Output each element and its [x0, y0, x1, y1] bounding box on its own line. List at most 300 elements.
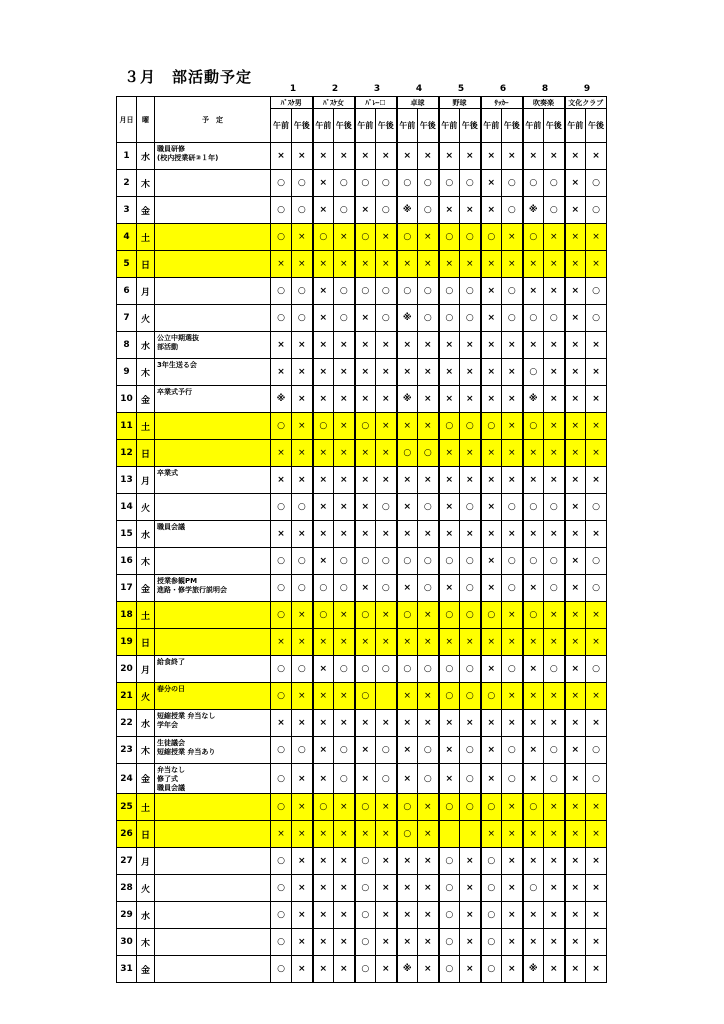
header-am: 午前 [439, 109, 460, 143]
weekday: 水 [137, 521, 155, 548]
status-mark: × [292, 875, 313, 902]
status-mark: ○ [481, 929, 502, 956]
header-club: 文化クラブ [565, 97, 607, 109]
status-mark: ○ [502, 737, 523, 764]
status-mark: × [481, 251, 502, 278]
header-am: 午前 [397, 109, 418, 143]
status-mark: ○ [544, 170, 565, 197]
table-row [117, 494, 607, 521]
status-mark: ○ [481, 413, 502, 440]
status-mark: × [523, 143, 544, 170]
status-mark: × [355, 737, 376, 764]
status-mark: × [313, 548, 334, 575]
status-mark: × [565, 170, 586, 197]
weekday: 木 [137, 359, 155, 386]
weekday: 土 [137, 602, 155, 629]
status-mark: × [586, 683, 607, 710]
status-mark: ○ [334, 656, 355, 683]
plan-cell [155, 956, 271, 983]
header-pm: 午後 [376, 109, 397, 143]
status-mark: × [292, 710, 313, 737]
status-mark: × [460, 251, 481, 278]
status-mark: ○ [418, 656, 439, 683]
status-mark: ○ [292, 278, 313, 305]
status-mark: × [565, 956, 586, 983]
status-mark: × [292, 467, 313, 494]
plan-cell [155, 764, 271, 794]
status-mark: ○ [544, 656, 565, 683]
table-row [117, 251, 607, 278]
status-mark: ○ [271, 278, 292, 305]
status-mark: × [502, 521, 523, 548]
status-mark: × [565, 764, 586, 794]
weekday: 日 [137, 629, 155, 656]
status-mark: × [544, 902, 565, 929]
weekday: 日 [137, 251, 155, 278]
status-mark: × [586, 143, 607, 170]
status-mark: × [376, 251, 397, 278]
header-am: 午前 [355, 109, 376, 143]
status-mark: ○ [271, 656, 292, 683]
status-mark: × [523, 467, 544, 494]
status-mark: × [376, 821, 397, 848]
status-mark: × [439, 764, 460, 794]
status-mark: × [502, 251, 523, 278]
header-plan: 予 定 [155, 97, 271, 143]
status-mark: ○ [313, 413, 334, 440]
status-mark: ○ [502, 575, 523, 602]
status-mark: × [481, 467, 502, 494]
status-mark: ○ [418, 305, 439, 332]
status-mark: × [460, 848, 481, 875]
status-mark: × [397, 251, 418, 278]
plan-line: 弁当なし [157, 766, 185, 774]
day-number: 2 [117, 170, 137, 197]
status-mark: ○ [271, 575, 292, 602]
status-mark: × [292, 251, 313, 278]
status-mark: ○ [460, 305, 481, 332]
status-mark: × [355, 521, 376, 548]
weekday: 火 [137, 305, 155, 332]
status-mark: ○ [418, 494, 439, 521]
status-mark: ○ [439, 956, 460, 983]
status-mark: × [481, 386, 502, 413]
status-mark: × [376, 602, 397, 629]
club-number: 2 [331, 84, 339, 94]
status-mark: × [313, 521, 334, 548]
status-mark: × [418, 848, 439, 875]
status-mark: ○ [544, 548, 565, 575]
status-mark: × [376, 413, 397, 440]
table-row [117, 602, 607, 629]
status-mark: × [397, 848, 418, 875]
status-mark: × [460, 359, 481, 386]
day-number: 20 [117, 656, 137, 683]
plan-line: 卒業式 [157, 469, 178, 477]
status-mark: ○ [271, 494, 292, 521]
status-mark: × [460, 197, 481, 224]
status-mark: ○ [271, 737, 292, 764]
status-mark: × [313, 494, 334, 521]
status-mark: × [565, 575, 586, 602]
status-mark: ○ [439, 548, 460, 575]
plan-cell [155, 521, 271, 548]
plan-cell [155, 440, 271, 467]
status-mark: × [376, 875, 397, 902]
status-mark: ○ [271, 305, 292, 332]
status-mark: ○ [523, 602, 544, 629]
status-mark: × [313, 929, 334, 956]
table-row [117, 737, 607, 764]
status-mark: × [439, 629, 460, 656]
status-mark: × [292, 848, 313, 875]
status-mark: × [313, 143, 334, 170]
status-mark: ○ [439, 224, 460, 251]
status-mark: × [376, 956, 397, 983]
status-mark: ○ [355, 170, 376, 197]
status-mark: × [586, 848, 607, 875]
status-mark: ○ [460, 494, 481, 521]
table-row [117, 710, 607, 737]
weekday: 水 [137, 710, 155, 737]
status-mark: × [334, 848, 355, 875]
status-mark: × [565, 467, 586, 494]
status-mark: × [565, 875, 586, 902]
status-mark: × [313, 875, 334, 902]
status-mark: × [502, 821, 523, 848]
status-mark: × [523, 764, 544, 794]
plan-cell [155, 737, 271, 764]
status-mark: ○ [355, 875, 376, 902]
plan-cell [155, 359, 271, 386]
status-mark: × [397, 494, 418, 521]
table-row [117, 305, 607, 332]
status-mark: ○ [460, 794, 481, 821]
status-mark: ○ [544, 575, 565, 602]
status-mark: ○ [334, 197, 355, 224]
status-mark: × [544, 278, 565, 305]
status-mark: ○ [271, 848, 292, 875]
status-mark: × [334, 332, 355, 359]
status-mark: ○ [502, 305, 523, 332]
status-mark: ○ [586, 494, 607, 521]
status-mark: × [523, 278, 544, 305]
status-mark: ○ [355, 224, 376, 251]
status-mark: × [565, 629, 586, 656]
plan-cell [155, 197, 271, 224]
club-number: 9 [583, 84, 591, 94]
status-mark: × [376, 794, 397, 821]
table-row [117, 575, 607, 602]
plan-line: 公立中期選抜 [157, 334, 199, 342]
status-mark: × [586, 440, 607, 467]
status-mark: × [460, 143, 481, 170]
status-mark: × [502, 794, 523, 821]
plan-cell [155, 224, 271, 251]
plan-line: 修了式 [157, 775, 178, 783]
status-mark: × [523, 737, 544, 764]
status-mark: ○ [544, 494, 565, 521]
status-mark: ○ [439, 848, 460, 875]
plan-line: 進路・修学旅行説明会 [157, 586, 227, 594]
club-number: 3 [373, 84, 381, 94]
status-mark: ○ [523, 875, 544, 902]
status-mark: ○ [460, 548, 481, 575]
weekday: 土 [137, 224, 155, 251]
club-number: 5 [457, 84, 465, 94]
status-mark: × [523, 656, 544, 683]
status-mark: ○ [586, 656, 607, 683]
status-mark: ○ [418, 440, 439, 467]
status-mark: × [418, 224, 439, 251]
header-pm: 午後 [334, 109, 355, 143]
status-mark: × [565, 494, 586, 521]
status-mark: × [586, 821, 607, 848]
status-mark: ○ [523, 548, 544, 575]
status-mark: × [481, 737, 502, 764]
table-row [117, 278, 607, 305]
status-mark: × [586, 359, 607, 386]
day-number: 12 [117, 440, 137, 467]
status-mark: ○ [292, 575, 313, 602]
plan-line: 3年生送る会 [157, 361, 197, 369]
status-mark: × [418, 929, 439, 956]
weekday: 月 [137, 656, 155, 683]
status-mark: × [565, 929, 586, 956]
table-row [117, 629, 607, 656]
status-mark: × [586, 875, 607, 902]
status-mark: × [418, 332, 439, 359]
status-mark: × [292, 929, 313, 956]
status-mark: ○ [544, 305, 565, 332]
status-mark: × [355, 467, 376, 494]
status-mark: × [355, 821, 376, 848]
status-mark: × [376, 521, 397, 548]
status-mark: × [334, 710, 355, 737]
header-club: ﾊﾞｽｹ女 [313, 97, 355, 109]
day-number: 21 [117, 683, 137, 710]
plan-cell [155, 170, 271, 197]
status-mark: × [439, 197, 460, 224]
table-row [117, 902, 607, 929]
status-mark: × [418, 710, 439, 737]
status-mark: ○ [334, 737, 355, 764]
header-am: 午前 [313, 109, 334, 143]
plan-cell [155, 629, 271, 656]
plan-cell [155, 467, 271, 494]
status-mark: × [523, 629, 544, 656]
status-mark: × [565, 821, 586, 848]
plan-cell [155, 278, 271, 305]
status-mark: × [376, 386, 397, 413]
status-mark: × [355, 386, 376, 413]
status-mark: × [355, 710, 376, 737]
status-mark: ○ [481, 956, 502, 983]
status-mark: × [355, 251, 376, 278]
status-mark: × [460, 467, 481, 494]
club-number: 4 [415, 84, 423, 94]
status-mark: × [523, 902, 544, 929]
status-mark: × [439, 440, 460, 467]
header-am: 午前 [565, 109, 586, 143]
plan-line: 短縮授業 弁当なし [157, 712, 216, 720]
weekday: 火 [137, 683, 155, 710]
day-number: 23 [117, 737, 137, 764]
status-mark: ○ [460, 764, 481, 794]
status-mark: × [544, 143, 565, 170]
status-mark: ○ [271, 170, 292, 197]
status-mark: × [418, 875, 439, 902]
plan-cell [155, 575, 271, 602]
status-mark: × [544, 251, 565, 278]
status-mark: × [544, 467, 565, 494]
header-club: ｻｯｶｰ [481, 97, 523, 109]
status-mark: × [397, 683, 418, 710]
status-mark: ※ [397, 386, 418, 413]
status-mark: ○ [271, 875, 292, 902]
status-mark: × [334, 143, 355, 170]
status-mark: ○ [418, 575, 439, 602]
status-mark: × [502, 956, 523, 983]
status-mark: ○ [271, 929, 292, 956]
status-mark: × [313, 737, 334, 764]
status-mark: ○ [481, 794, 502, 821]
status-mark: × [271, 332, 292, 359]
status-mark: ※ [271, 386, 292, 413]
status-mark: × [586, 386, 607, 413]
status-mark: ○ [292, 656, 313, 683]
status-mark: ○ [313, 224, 334, 251]
status-mark: × [418, 521, 439, 548]
status-mark: × [418, 821, 439, 848]
table-row [117, 413, 607, 440]
status-mark: ○ [397, 224, 418, 251]
status-mark: × [418, 794, 439, 821]
status-mark: ○ [376, 197, 397, 224]
status-mark: ○ [334, 764, 355, 794]
status-mark: × [460, 440, 481, 467]
status-mark: × [271, 521, 292, 548]
status-mark: × [502, 386, 523, 413]
status-mark: ○ [502, 548, 523, 575]
status-mark: × [544, 629, 565, 656]
status-mark: × [481, 821, 502, 848]
status-mark: × [523, 683, 544, 710]
status-mark: ○ [334, 548, 355, 575]
status-mark: × [439, 386, 460, 413]
status-mark: × [355, 305, 376, 332]
plan-cell [155, 794, 271, 821]
status-mark: × [439, 710, 460, 737]
page-title: ３月 部活動予定 [124, 68, 253, 86]
weekday: 木 [137, 548, 155, 575]
plan-cell [155, 683, 271, 710]
status-mark: × [565, 278, 586, 305]
status-mark: × [313, 170, 334, 197]
table-row [117, 656, 607, 683]
header-pm: 午後 [460, 109, 481, 143]
status-mark: ○ [586, 548, 607, 575]
status-mark: × [565, 386, 586, 413]
day-number: 25 [117, 794, 137, 821]
status-mark: ○ [376, 737, 397, 764]
status-mark: ○ [355, 278, 376, 305]
day-number: 30 [117, 929, 137, 956]
club-number: 1 [289, 84, 297, 94]
status-mark: ○ [355, 683, 376, 710]
status-mark: × [502, 602, 523, 629]
status-mark: × [481, 521, 502, 548]
club-number: 8 [541, 84, 549, 94]
status-mark: × [418, 629, 439, 656]
status-mark: × [418, 467, 439, 494]
plan-cell [155, 494, 271, 521]
day-number: 31 [117, 956, 137, 983]
header-club: ﾊﾞｽｹ男 [271, 97, 313, 109]
status-mark: ○ [292, 305, 313, 332]
status-mark: × [292, 683, 313, 710]
status-mark: × [334, 494, 355, 521]
status-mark: × [523, 251, 544, 278]
day-number: 15 [117, 521, 137, 548]
status-mark: ○ [355, 902, 376, 929]
weekday: 金 [137, 764, 155, 794]
status-mark: × [292, 521, 313, 548]
status-mark: × [292, 359, 313, 386]
status-mark: ○ [418, 737, 439, 764]
header-pm: 午後 [292, 109, 313, 143]
weekday: 土 [137, 413, 155, 440]
header-day: 月日 [117, 97, 137, 143]
plan-line: 授業参観PM [157, 577, 198, 585]
weekday: 月 [137, 278, 155, 305]
table-row [117, 521, 607, 548]
status-mark: × [397, 764, 418, 794]
status-mark: × [292, 821, 313, 848]
status-mark: × [544, 359, 565, 386]
status-mark: × [334, 875, 355, 902]
status-mark: × [565, 683, 586, 710]
status-mark: ○ [271, 224, 292, 251]
status-mark: ○ [355, 548, 376, 575]
status-mark: × [397, 902, 418, 929]
status-mark: × [334, 359, 355, 386]
status-mark: × [481, 359, 502, 386]
status-mark: × [439, 467, 460, 494]
plan-cell [155, 602, 271, 629]
status-mark: × [292, 440, 313, 467]
status-mark: × [334, 467, 355, 494]
status-mark: ○ [586, 737, 607, 764]
day-number: 18 [117, 602, 137, 629]
status-mark: × [565, 710, 586, 737]
status-mark: × [565, 521, 586, 548]
status-mark: ○ [460, 224, 481, 251]
plan-cell [155, 251, 271, 278]
status-mark: × [481, 143, 502, 170]
table-row [117, 848, 607, 875]
header-pm: 午後 [418, 109, 439, 143]
status-mark: × [376, 848, 397, 875]
status-mark: × [502, 629, 523, 656]
status-mark: ○ [502, 764, 523, 794]
status-mark: × [313, 197, 334, 224]
status-mark: × [397, 710, 418, 737]
status-mark: × [334, 629, 355, 656]
status-mark: × [271, 251, 292, 278]
status-mark: ○ [439, 683, 460, 710]
status-mark: × [271, 440, 292, 467]
